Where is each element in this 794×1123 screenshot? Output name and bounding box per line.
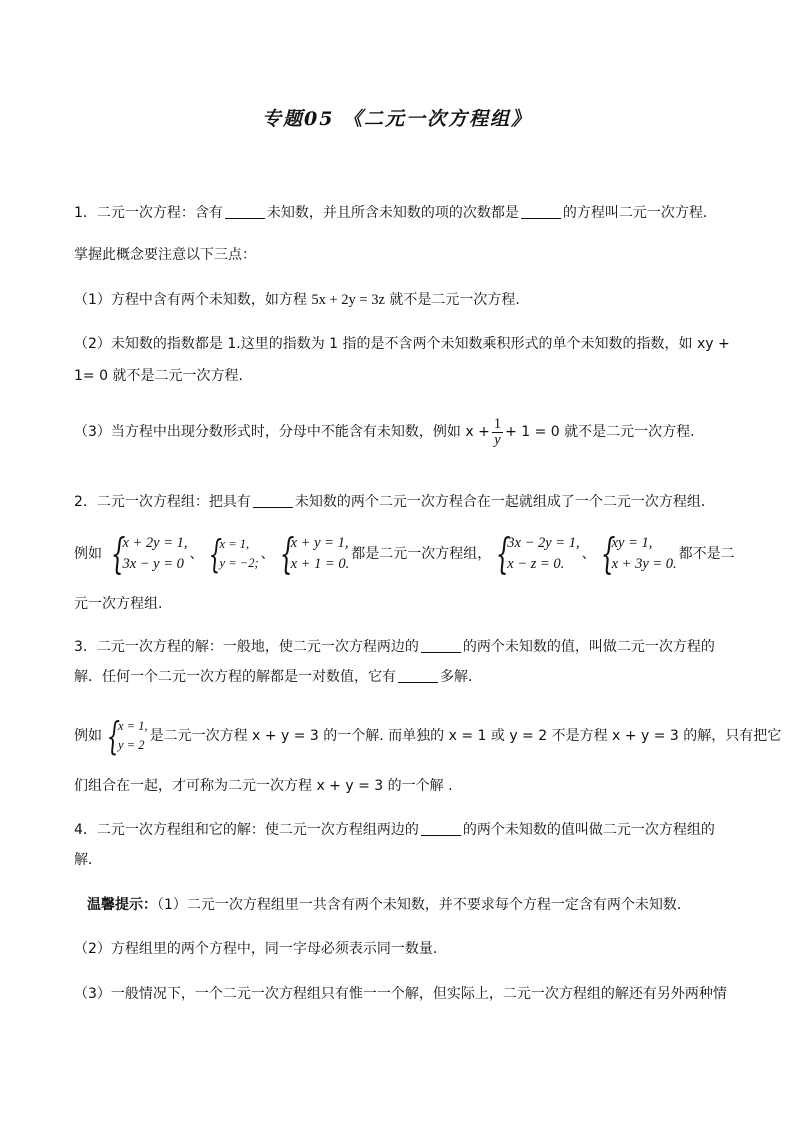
- fill-blank: [521, 204, 561, 219]
- point-1: （1）方程中含有两个未知数，如方程 5x + 2y = 3z 就不是二元一次方程.: [74, 292, 520, 308]
- point-2-continued: 1= 0 就不是二元一次方程.: [74, 368, 243, 384]
- point-3: （3）当方程中出现分数形式时，分母中不能含有未知数，例如 x + $\frac{1}{y}$ + 1 = 0 就不是二元一次方程.: [74, 415, 695, 448]
- solution-example: 例如 { x = 1, y = 2 是二元一次方程 x + y = 3 的一个解. 而单独的 x = 1 或 y = 2 不是方程 x + y = 3 的解，只有把它: [74, 714, 782, 758]
- tip-3: （3）一般情况下，一个二元一次方程组只有惟一一个解，但实际上，二元一次方程组的解还有另外两种情: [74, 986, 727, 1002]
- page-title: 专题05 《二元一次方程组》: [261, 108, 533, 130]
- fill-blank: [225, 204, 265, 219]
- equation-system-1: { x + 2y = 1, 3x − y = 0: [111, 529, 188, 578]
- equation-system-4: { 3x − 2y = 1, x − z = 0.: [495, 529, 580, 578]
- paragraph-2: 2．二元一次方程组：把具有 未知数的两个二元一次方程合在一起就组成了一个二元一次方程组．: [74, 494, 715, 510]
- paragraph-4-continued: 解．: [74, 852, 102, 868]
- solution-example-continued: 们组合在一起，才可称为二元一次方程 x + y = 3 的一个解 .: [74, 778, 453, 794]
- concept-note: 掌握此概念要注意以下三点：: [74, 247, 256, 263]
- tip-2: （2）方程组里的两个方程中，同一字母必须表示同一数量.: [74, 941, 438, 957]
- paragraph-3: 3．二元一次方程的解：一般地，使二元一次方程两边的 的两个未知数的值，叫做二元一次方程的: [74, 639, 715, 655]
- systems-examples-continued: 元一次方程组.: [74, 596, 163, 612]
- tip-1: 温馨提示：（1）二元一次方程组里一共含有两个未知数，并不要求每个方程一定含有两个未知数.: [87, 897, 682, 913]
- fill-blank: [398, 668, 438, 683]
- equation-system-5: { xy = 1, x + 3y = 0.: [600, 529, 677, 578]
- point-2: （2）未知数的指数都是 1.这里的指数为 1 指的是不含两个未知数乘积形式的单个未知数的指数，如 xy +: [74, 336, 730, 352]
- equation-system-2: { x = 1, y = −2;: [208, 532, 259, 576]
- solution-system: { x = 1, y = 2: [106, 714, 148, 758]
- fraction: $\frac{1}{y}$: [493, 415, 502, 448]
- paragraph-1: 1．二元一次方程：含有 未知数，并且所含未知数的项的次数都是 的方程叫二元一次方程．: [74, 205, 717, 221]
- fill-blank: [421, 821, 461, 836]
- fill-blank: [253, 493, 293, 508]
- systems-examples: 例如 { x + 2y = 1, 3x − y = 0 、 { x = 1, y = −2; 、 { x + y = 1, x + 1 = 0. 都是二元一次方程组， { 3x − 2y = 1, x − z = 0. 、 { xy = 1, x + 3y = 0. 都不是二: [74, 529, 735, 578]
- fill-blank: [421, 638, 461, 653]
- tip-label: 温馨提示：: [87, 897, 157, 913]
- paragraph-3-continued: 解．任何一个二元一次方程的解都是一对数值，它有 多解．: [74, 669, 482, 685]
- equation-system-3: { x + y = 1, x + 1 = 0.: [279, 529, 350, 578]
- paragraph-4: 4．二元一次方程组和它的解：使二元一次方程组两边的 的两个未知数的值叫做二元一次方程组的: [74, 822, 715, 838]
